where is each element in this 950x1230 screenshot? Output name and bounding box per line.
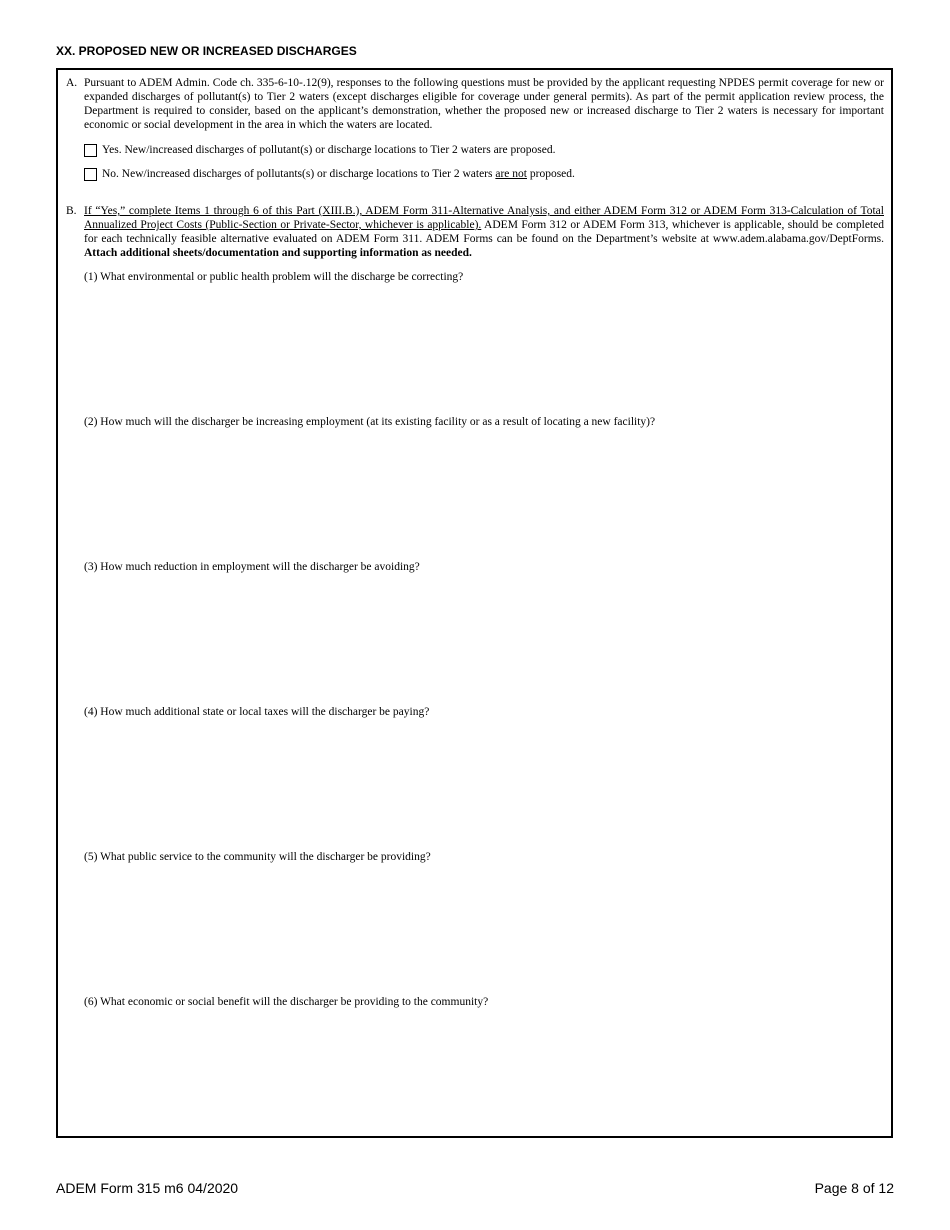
question-5: (5) What public service to the community will the discharger be providing?	[84, 851, 431, 863]
form-box	[56, 68, 893, 1138]
part-b-text	[84, 204, 884, 260]
part-a-text: Pursuant to ADEM Admin. Code ch. 335-6-10-.12(9), responses to the following questions must be provided by the applicant requesting NPDES permit coverage for new or expanded discharges of pollutant(s) to Tier 2 waters (except discharges eligible for coverage under general permits). As part of the permit application review process, the Department is required to consider, based on the applicant’s demonstration, whether the proposed new or increased discharge to Tier 2 waters is necessary for important economic or social development in the area in which the waters are located.	[84, 77, 884, 131]
part-b-text-underlined: If “Yes,” complete Items 1 through 6 of this Part (XIII.B.), ADEM Form 311-Alternative Analysis, and either ADEM Form 312 or ADEM Form 313-Calculation of Total Annualized Project Costs (Public-Section or Private-Sector, whichever is applicable).	[84, 205, 884, 231]
no-label-after: proposed.	[526, 168, 575, 180]
part-b-text-bold: Attach additional sheets/documentation and supporting information as needed.	[84, 247, 472, 259]
no-label	[102, 167, 575, 181]
part-b-text-plain: ADEM Form 312 or ADEM Form 313, whichever is applicable, should be completed for each technically feasible alternative evaluated on ADEM Form 311. ADEM Forms can be found on the Department’s website at www.adem.alabama.gov/DeptForms.	[84, 219, 884, 245]
answer-area-6[interactable]	[84, 1015, 874, 1125]
no-option[interactable]	[84, 167, 575, 181]
answer-area-2[interactable]	[84, 435, 874, 545]
question-4: (4) How much additional state or local taxes will the discharger be paying?	[84, 706, 430, 718]
yes-label: Yes. New/increased discharges of pollutant(s) or discharge locations to Tier 2 waters are proposed.	[102, 144, 556, 156]
answer-area-4[interactable]	[84, 725, 874, 835]
no-checkbox[interactable]	[84, 168, 97, 181]
question-3: (3) How much reduction in employment will the discharger be avoiding?	[84, 561, 420, 573]
yes-option[interactable]	[84, 143, 556, 157]
part-a-letter: A.	[66, 77, 78, 89]
answer-area-5[interactable]	[84, 870, 874, 980]
no-label-underlined: are not	[495, 168, 527, 180]
part-b-letter: B.	[66, 205, 77, 217]
form-id: ADEM Form 315 m6 04/2020	[56, 1180, 239, 1196]
question-2: (2) How much will the discharger be increasing employment (at its existing facility or as a result of locating a new facility)?	[84, 416, 656, 428]
question-6: (6) What economic or social benefit will the discharger be providing to the community?	[84, 996, 489, 1008]
no-label-before: No. New/increased discharges of pollutants(s) or discharge locations to Tier 2 waters	[102, 168, 496, 180]
answer-area-1[interactable]	[84, 290, 874, 400]
answer-area-3[interactable]	[84, 580, 874, 690]
part-b	[66, 204, 884, 260]
page-number: Page 8 of 12	[814, 1180, 894, 1196]
part-a	[66, 76, 884, 132]
question-1: (1) What environmental or public health problem will the discharge be correcting?	[84, 271, 464, 283]
section-title: XX. PROPOSED NEW OR INCREASED DISCHARGES	[56, 44, 357, 58]
yes-checkbox[interactable]	[84, 144, 97, 157]
